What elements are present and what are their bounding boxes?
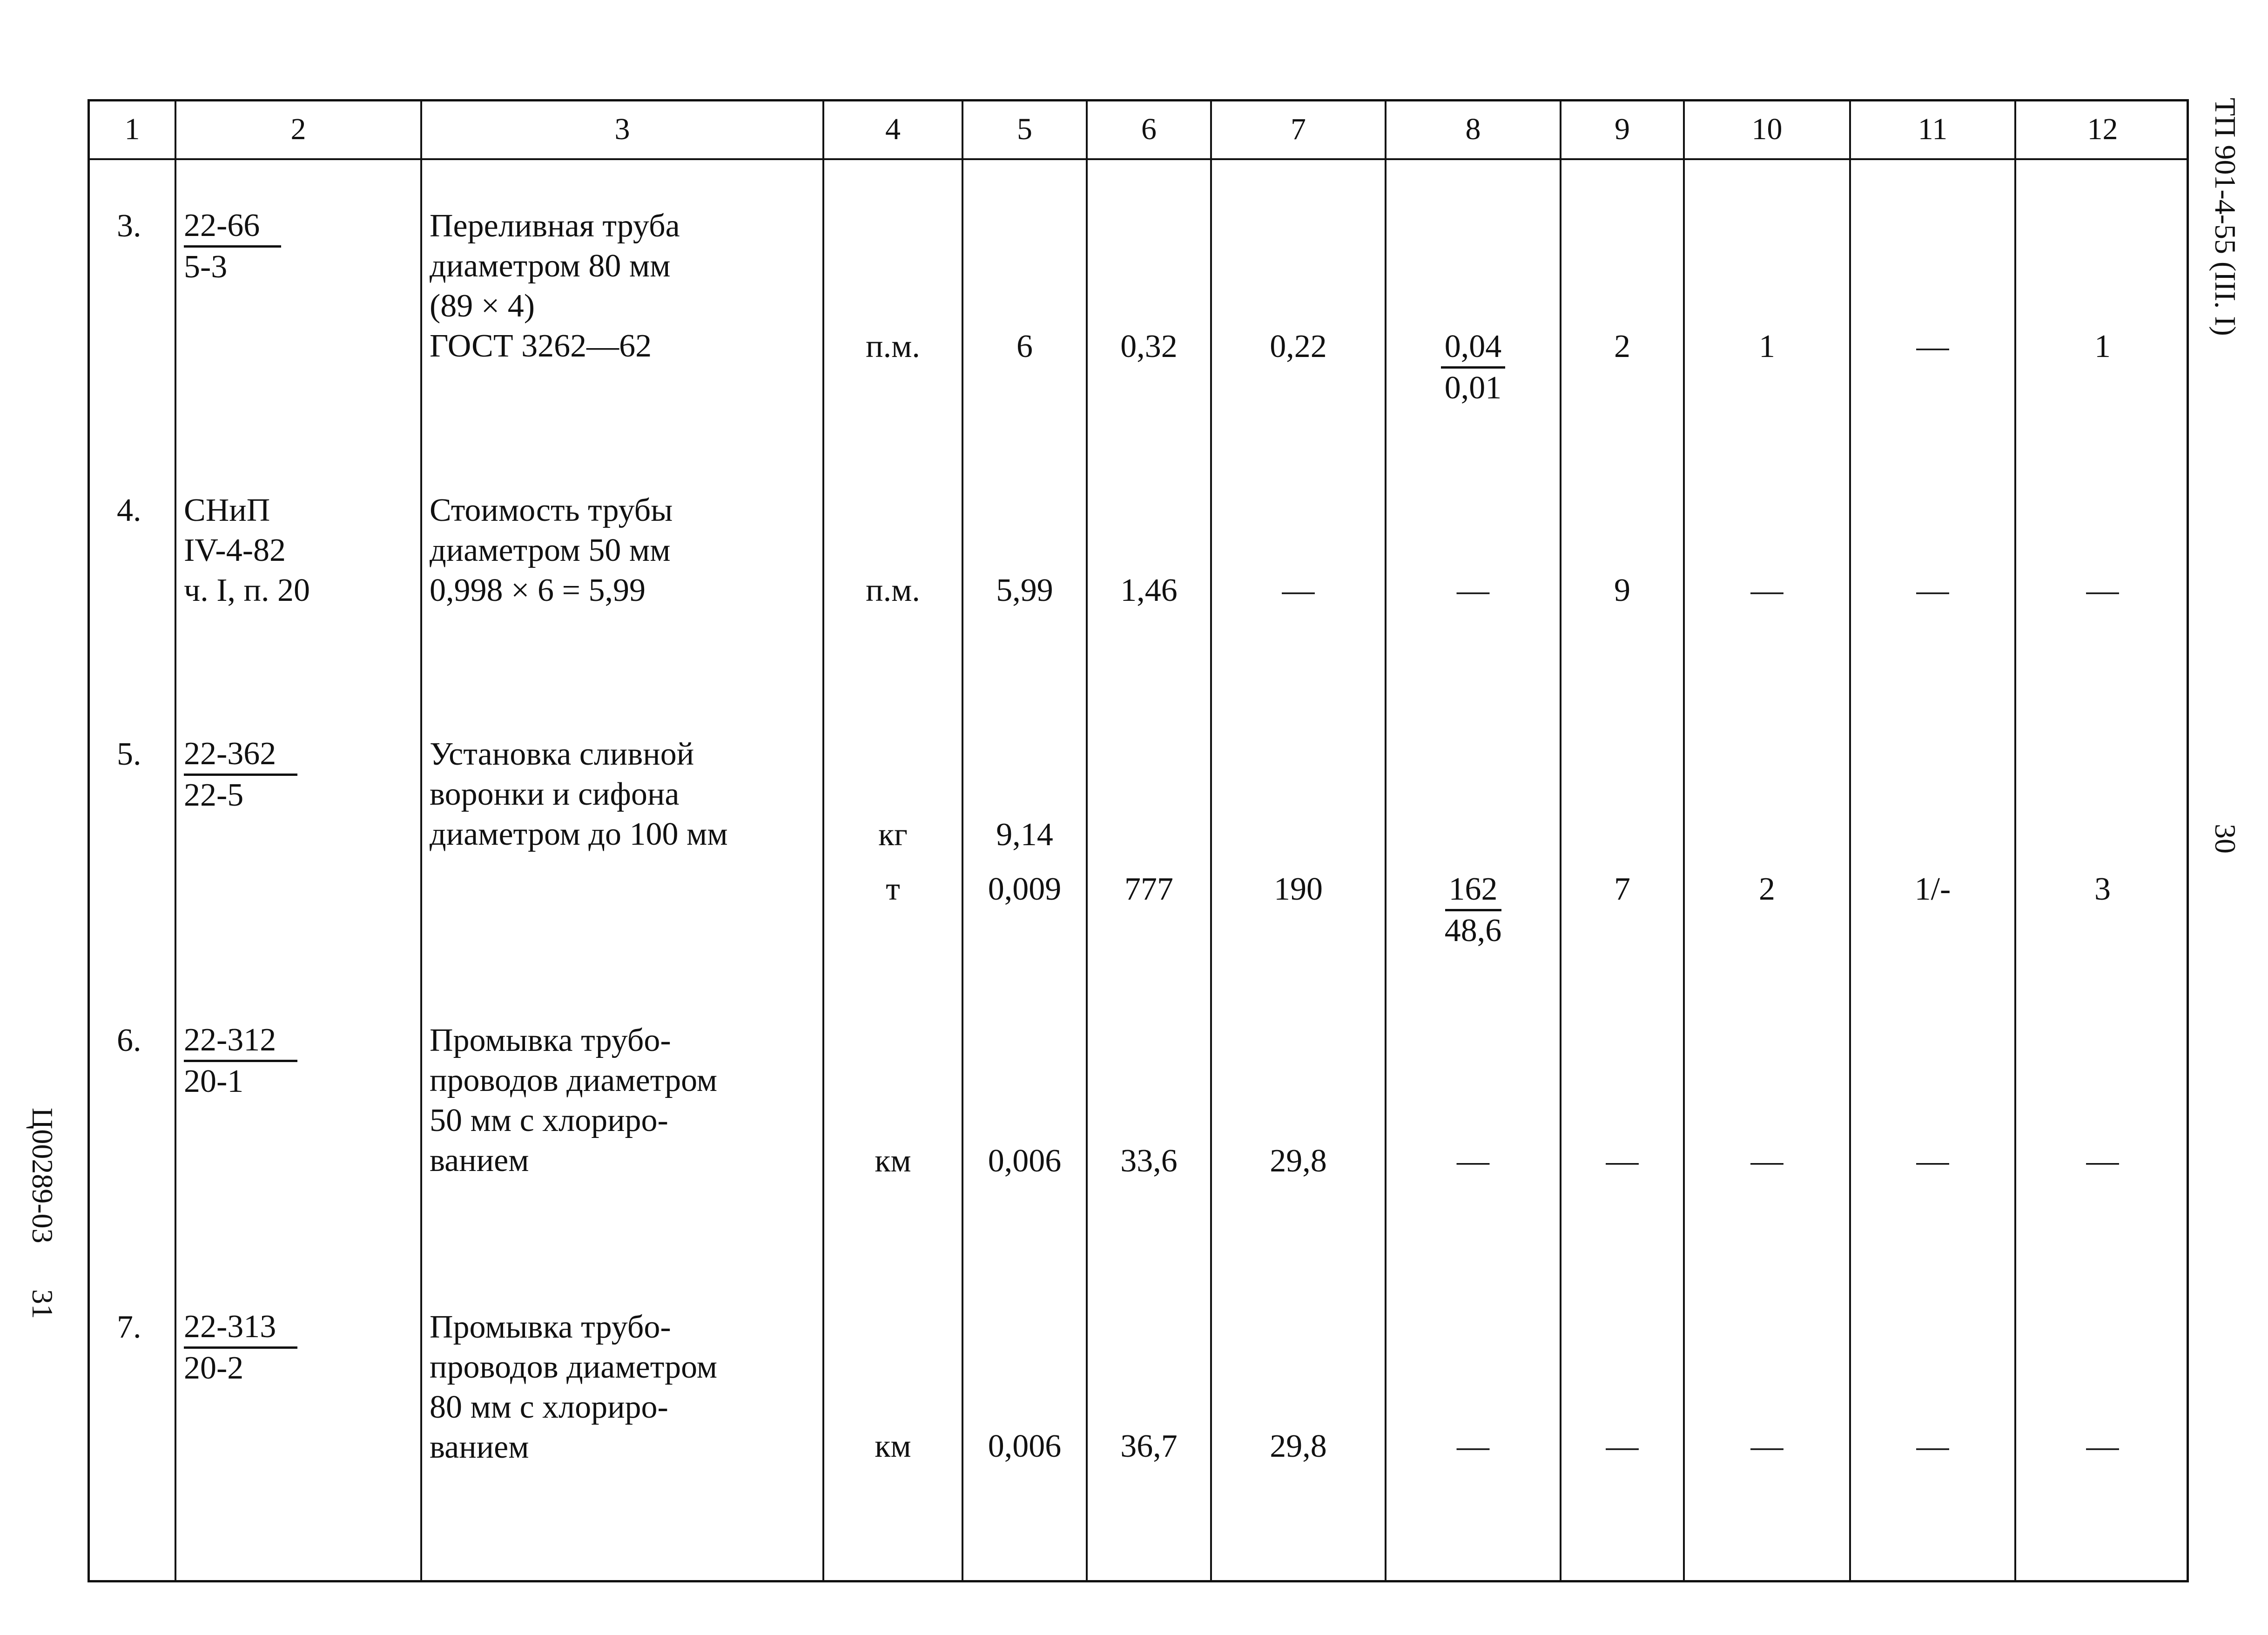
- norm-code-numerator: 22-66: [184, 206, 281, 248]
- value-col10: 1: [1759, 329, 1775, 364]
- norm-code-denominator: 20-1: [184, 1063, 244, 1099]
- work-description: [430, 491, 673, 611]
- description-line: проводов диаметром: [430, 1349, 718, 1385]
- quantity-cell: 5,99: [996, 572, 1053, 608]
- header-divider: [90, 158, 2187, 160]
- description-line: 80 мм с хлориро-: [430, 1389, 668, 1425]
- column-header-11: 11: [1918, 112, 1948, 146]
- description-line: диаметром 50 мм: [430, 532, 671, 568]
- value-col6: 0,32: [1120, 329, 1178, 364]
- work-description: [430, 206, 680, 366]
- page-number-left: 31: [26, 1289, 59, 1319]
- value-col12: —: [2086, 1428, 2119, 1464]
- norm-code-denominator: 20-2: [184, 1350, 244, 1386]
- description-line: Установка сливной: [430, 736, 694, 772]
- value-col11: —: [1916, 329, 1949, 364]
- work-description: [430, 1021, 717, 1181]
- value-col11: —: [1916, 1143, 1949, 1179]
- description-line: Промывка трубо-: [430, 1309, 671, 1345]
- norm-code: [184, 1021, 297, 1101]
- column-header-8: 8: [1465, 112, 1481, 146]
- value-col6: 777: [1124, 871, 1173, 907]
- fraction-numerator: 162: [1445, 870, 1501, 911]
- quantity-cell: 6: [1016, 329, 1033, 364]
- unit-cell: п.м.: [866, 572, 920, 608]
- document-code-label: ТП 901-4-55 (III. I): [2209, 98, 2242, 336]
- norm-code-denominator: 22-5: [184, 777, 244, 813]
- description-line: Промывка трубо-: [430, 1023, 671, 1058]
- column-divider: [1385, 101, 1386, 1580]
- description-line: 0,998 × 6 = 5,99: [430, 572, 646, 608]
- value-col11: —: [1916, 572, 1949, 608]
- work-description: [430, 1307, 717, 1467]
- column-divider: [1086, 101, 1088, 1580]
- value-col7: 0,22: [1270, 329, 1327, 364]
- norm-code-line: ч. I, п. 20: [184, 572, 310, 608]
- value-col7: 29,8: [1270, 1143, 1327, 1179]
- value-col10: —: [1750, 1428, 1783, 1464]
- column-header-12: 12: [2087, 112, 2118, 146]
- description-line: Стоимость трубы: [430, 492, 673, 528]
- description-line: диаметром 80 мм: [430, 248, 671, 284]
- column-header-2: 2: [290, 112, 306, 146]
- quantity-cell-secondary: 9,14: [996, 817, 1053, 853]
- column-header-4: 4: [885, 112, 901, 146]
- description-line: проводов диаметром: [430, 1063, 718, 1098]
- value-col12: 3: [2094, 871, 2111, 907]
- description-line: диаметром до 100 мм: [430, 816, 728, 852]
- description-line: ГОСТ 3262—62: [430, 328, 652, 364]
- value-col10: —: [1750, 572, 1783, 608]
- work-description: [430, 734, 728, 855]
- value-col12: —: [2086, 572, 2119, 608]
- unit-cell: т: [886, 871, 900, 907]
- quantity-cell: 0,006: [988, 1428, 1062, 1464]
- value-col9: 2: [1614, 329, 1630, 364]
- column-divider: [2014, 101, 2016, 1580]
- description-line: ванием: [430, 1143, 529, 1178]
- column-divider: [1683, 101, 1685, 1580]
- value-col7: 29,8: [1270, 1428, 1327, 1464]
- norm-code-numerator: 22-312: [184, 1021, 297, 1062]
- value-col8: [1386, 869, 1560, 950]
- quantity-cell: 0,009: [988, 871, 1062, 907]
- value-col7: —: [1282, 572, 1315, 608]
- value-col6: 33,6: [1120, 1143, 1178, 1179]
- value-col11: 1/-: [1914, 871, 1951, 907]
- value-col8: [1386, 327, 1560, 408]
- description-line: ванием: [430, 1429, 529, 1465]
- unit-cell: км: [875, 1428, 911, 1464]
- archive-code-label: Ц00289-03: [26, 1108, 59, 1244]
- description-line: 50 мм с хлориро-: [430, 1103, 668, 1138]
- norm-code: [184, 1307, 297, 1388]
- norm-code: [184, 206, 281, 287]
- description-line: (89 × 4): [430, 288, 535, 324]
- column-divider: [1210, 101, 1212, 1580]
- column-header-6: 6: [1141, 112, 1157, 146]
- value-col11: —: [1916, 1428, 1949, 1464]
- value-col7: 190: [1274, 871, 1323, 907]
- norm-code-numerator: 22-362: [184, 734, 297, 776]
- value-col8: —: [1457, 1143, 1489, 1179]
- description-line: воронки и сифона: [430, 776, 680, 812]
- value-col8: —: [1457, 1428, 1489, 1464]
- norm-code-numerator: 22-313: [184, 1307, 297, 1349]
- value-col12: 1: [2094, 329, 2111, 364]
- norm-code-denominator: 5-3: [184, 249, 228, 285]
- unit-cell: п.м.: [866, 329, 920, 364]
- column-divider: [420, 101, 422, 1580]
- value-col8: —: [1457, 572, 1489, 608]
- column-header-10: 10: [1751, 112, 1783, 146]
- page-number-right: 30: [2209, 824, 2242, 854]
- value-col9: —: [1606, 1428, 1639, 1464]
- estimate-table: [87, 99, 2189, 1582]
- row-number: 3.: [117, 208, 141, 244]
- norm-code-line: IV-4-82: [184, 532, 286, 568]
- value-col6: 1,46: [1120, 572, 1178, 608]
- unit-cell-secondary: кг: [878, 817, 908, 853]
- column-header-9: 9: [1615, 112, 1630, 146]
- column-header-3: 3: [614, 112, 630, 146]
- value-col9: 9: [1614, 572, 1630, 608]
- value-col9: 7: [1614, 871, 1630, 907]
- value-col10: 2: [1759, 871, 1775, 907]
- quantity-cell: 0,006: [988, 1143, 1062, 1179]
- column-divider: [1560, 101, 1561, 1580]
- row-number: 6.: [117, 1023, 141, 1058]
- fraction-denominator: 48,6: [1444, 913, 1502, 949]
- norm-code-line: СНиП: [184, 492, 270, 528]
- value-col10: —: [1750, 1143, 1783, 1179]
- fraction-denominator: 0,01: [1444, 370, 1502, 406]
- value-col9: —: [1606, 1143, 1639, 1179]
- column-divider: [175, 101, 176, 1580]
- norm-code: [184, 734, 297, 815]
- description-line: Переливная труба: [430, 208, 680, 244]
- unit-cell: км: [875, 1143, 911, 1179]
- row-number: 4.: [117, 492, 141, 528]
- row-number: 5.: [117, 736, 141, 772]
- row-number: 7.: [117, 1309, 141, 1345]
- column-header-1: 1: [124, 112, 140, 146]
- value-col12: —: [2086, 1143, 2119, 1179]
- column-header-5: 5: [1017, 112, 1032, 146]
- value-col6: 36,7: [1120, 1428, 1178, 1464]
- column-divider: [1849, 101, 1851, 1580]
- norm-code: [184, 491, 310, 611]
- fraction-numerator: 0,04: [1441, 327, 1506, 369]
- column-header-7: 7: [1291, 112, 1306, 146]
